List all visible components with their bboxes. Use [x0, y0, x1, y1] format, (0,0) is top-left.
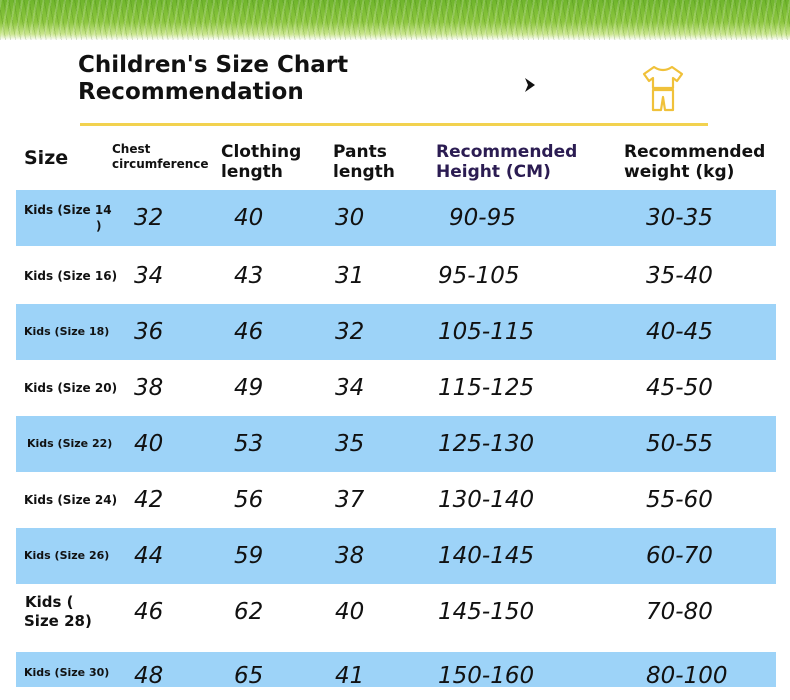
size-cell — [24, 652, 134, 694]
header-clothing-line-1: Clothing — [221, 142, 302, 162]
chest-value: 42 — [134, 487, 164, 513]
header-height-line-2: Height (CM) — [436, 162, 551, 182]
weight-value: 50-55 — [646, 431, 713, 457]
grass-banner — [0, 0, 790, 40]
weight-value: 40-45 — [646, 319, 713, 345]
height-value: 145-150 — [438, 599, 535, 625]
title-divider — [80, 123, 708, 126]
size-label-line-1: Kids (Size 14 — [24, 203, 112, 217]
height-value: 90-95 — [449, 205, 516, 231]
clothing-value: 59 — [234, 543, 264, 569]
size-label-line-1: Kids (Size 20) — [24, 381, 118, 395]
header-recommended-height — [436, 142, 577, 182]
pants-value: 41 — [335, 663, 365, 689]
weight-value: 45-50 — [646, 375, 713, 401]
size-label-line-1: Kids (Size 16) — [24, 269, 118, 283]
size-label-line-2: ) — [96, 219, 102, 233]
size-cell — [27, 416, 137, 472]
size-cell — [24, 248, 134, 304]
table-row — [16, 190, 776, 246]
weight-value: 30-35 — [646, 205, 713, 231]
kids-outfit-icon — [642, 64, 684, 112]
size-label-line-2: Size 28) — [24, 612, 92, 630]
header-chest-line-2: circumference — [112, 157, 209, 171]
header-weight-line-2: weight (kg) — [624, 162, 735, 182]
header-height-line-1: Recommended — [436, 142, 578, 162]
chest-value: 44 — [134, 543, 164, 569]
weight-value: 55-60 — [646, 487, 713, 513]
clothing-value: 43 — [234, 263, 264, 289]
chest-value: 46 — [134, 599, 164, 625]
size-label-line-1: Kids (Size 26) — [24, 549, 110, 562]
header-size: Size — [24, 147, 69, 169]
pants-value: 34 — [335, 375, 365, 401]
clothing-value: 65 — [234, 663, 264, 689]
page-title — [78, 52, 348, 106]
clothing-value: 62 — [234, 599, 264, 625]
height-value: 125-130 — [438, 431, 535, 457]
chest-value: 40 — [134, 431, 164, 457]
height-value: 150-160 — [438, 663, 535, 689]
table-row — [16, 360, 776, 416]
table-row — [16, 652, 776, 687]
header-recommended-weight — [624, 142, 765, 182]
header-pants-line-1: Pants — [333, 142, 387, 162]
table-row — [16, 584, 776, 640]
chest-value: 38 — [134, 375, 164, 401]
header-clothing-line-2: length — [221, 162, 283, 182]
header-clothing-length — [221, 142, 301, 182]
height-value: 140-145 — [438, 543, 535, 569]
clothing-value: 40 — [234, 205, 264, 231]
pants-value: 32 — [335, 319, 365, 345]
chest-value: 36 — [134, 319, 164, 345]
weight-value: 60-70 — [646, 543, 713, 569]
table-row — [16, 416, 776, 472]
clothing-value: 49 — [234, 375, 264, 401]
header-weight-line-1: Recommended — [624, 142, 766, 162]
weight-value: 80-100 — [646, 663, 728, 689]
table-row — [16, 472, 776, 528]
table-row — [16, 528, 776, 584]
chest-value: 32 — [134, 205, 164, 231]
size-cell — [24, 472, 134, 528]
weight-value: 35-40 — [646, 263, 713, 289]
header-pants-length — [333, 142, 395, 182]
size-cell — [24, 528, 134, 584]
size-label-line-1: Kids (Size 24) — [24, 493, 118, 507]
clothing-value: 46 — [234, 319, 264, 345]
title-line-1: Children's Size Chart — [78, 52, 349, 78]
size-cell — [24, 584, 134, 640]
header-chest-line-1: Chest — [112, 142, 151, 156]
size-cell — [24, 360, 134, 416]
size-label-line-1: Kids (Size 30) — [24, 666, 110, 679]
pants-value: 37 — [335, 487, 365, 513]
header-pants-line-2: length — [333, 162, 395, 182]
table-row — [16, 248, 776, 304]
size-cell — [24, 304, 134, 360]
chest-value: 48 — [134, 663, 164, 689]
weight-value: 70-80 — [646, 599, 713, 625]
height-value: 95-105 — [438, 263, 520, 289]
table-row — [16, 304, 776, 360]
pants-value: 38 — [335, 543, 365, 569]
pants-value: 30 — [335, 205, 365, 231]
clothing-value: 53 — [234, 431, 264, 457]
header-chest — [112, 142, 209, 172]
height-value: 115-125 — [438, 375, 535, 401]
size-label-line-1: Kids (Size 22) — [27, 437, 113, 450]
pants-value: 40 — [335, 599, 365, 625]
chest-value: 34 — [134, 263, 164, 289]
clothing-value: 56 — [234, 487, 264, 513]
chevron-right-icon — [522, 76, 538, 94]
pants-value: 31 — [335, 263, 365, 289]
size-label-line-1: Kids (Size 18) — [24, 325, 110, 338]
size-cell — [24, 190, 134, 246]
height-value: 105-115 — [438, 319, 535, 345]
size-label-line-1: Kids ( — [25, 593, 74, 611]
title-line-2: Recommendation — [78, 79, 304, 105]
height-value: 130-140 — [438, 487, 535, 513]
pants-value: 35 — [335, 431, 365, 457]
